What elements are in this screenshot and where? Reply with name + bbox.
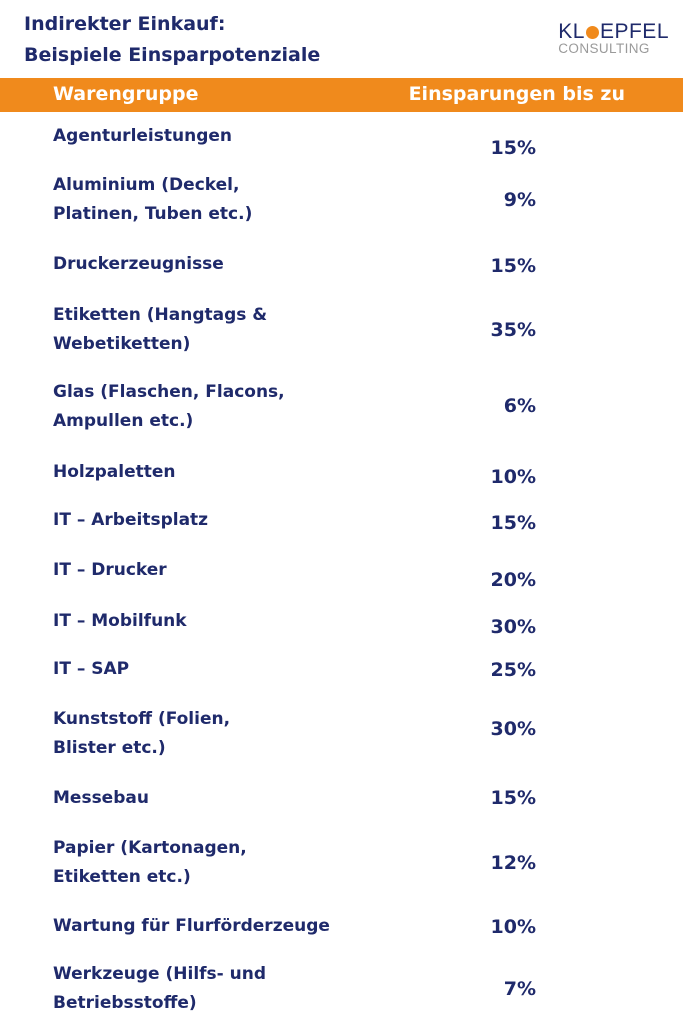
- row-value: 30%: [490, 718, 536, 740]
- row-label: IT – SAP: [53, 659, 130, 679]
- row-value: 12%: [490, 852, 536, 874]
- row-value: 7%: [503, 978, 536, 1000]
- row-value: 10%: [490, 466, 536, 488]
- row-value: 20%: [490, 569, 536, 591]
- logo-text-right: EPFEL: [599, 20, 669, 43]
- row-label: Holzpaletten: [53, 462, 176, 482]
- row-label: Papier (Kartonagen, Etiketten etc.): [53, 838, 247, 887]
- row-label: IT – Mobilfunk: [53, 611, 187, 631]
- row-label: Glas (Flaschen, Flacons, Ampullen etc.): [53, 382, 285, 431]
- row-label: Agenturleistungen: [53, 126, 233, 146]
- row-value: 15%: [490, 255, 536, 277]
- row-label: Druckerzeugnisse: [53, 254, 224, 274]
- row-label: Messebau: [53, 788, 149, 808]
- row-label: IT – Drucker: [53, 560, 167, 580]
- title-line-2: Beispiele Einsparpotenziale: [24, 44, 321, 66]
- row-value: 25%: [490, 659, 536, 681]
- column-header-category: Warengruppe: [53, 83, 199, 105]
- row-label: IT – Arbeitsplatz: [53, 510, 209, 530]
- row-value: 30%: [490, 616, 536, 638]
- logo-wordmark: [558, 22, 669, 42]
- row-label: Wartung für Flurförderzeuge: [53, 916, 330, 936]
- logo-text-left: KL: [558, 20, 585, 43]
- page-title: [24, 9, 320, 71]
- row-value: 9%: [503, 189, 536, 211]
- row-label: Etiketten (Hangtags & Webetiketten): [53, 305, 268, 354]
- company-logo: [558, 22, 669, 56]
- row-label: Aluminium (Deckel, Platinen, Tuben etc.): [53, 175, 253, 224]
- row-value: 10%: [490, 916, 536, 938]
- table-header: [0, 78, 683, 112]
- row-value: 35%: [490, 319, 536, 341]
- column-header-savings: Einsparungen bis zu: [408, 83, 625, 105]
- logo-dot-icon: [586, 26, 599, 39]
- row-label: Kunststoff (Folien, Blister etc.): [53, 709, 231, 758]
- row-value: 6%: [503, 395, 536, 417]
- row-value: 15%: [490, 137, 536, 159]
- row-label: Werkzeuge (Hilfs- und Betriebsstoffe): [53, 964, 267, 1013]
- title-line-1: Indirekter Einkauf:: [24, 13, 226, 35]
- logo-subtitle: CONSULTING: [558, 41, 650, 56]
- row-value: 15%: [490, 512, 536, 534]
- row-value: 15%: [490, 787, 536, 809]
